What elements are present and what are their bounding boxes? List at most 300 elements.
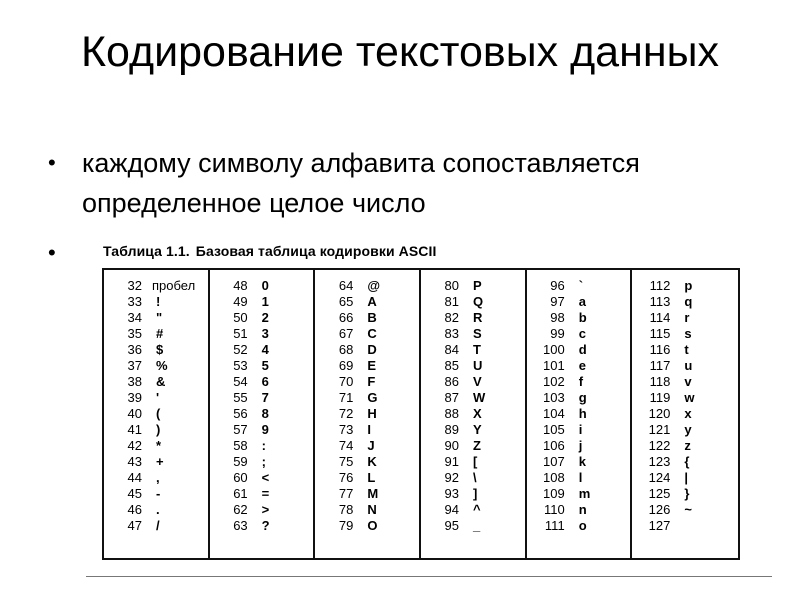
table-row <box>104 422 208 438</box>
table-row <box>527 470 631 486</box>
ascii-char: D <box>367 342 377 357</box>
ascii-char: ; <box>261 454 267 469</box>
table-row <box>210 438 314 454</box>
ascii-code: 82 <box>444 310 460 325</box>
ascii-code: 76 <box>338 470 354 485</box>
table-row <box>632 326 738 342</box>
ascii-char: * <box>156 438 162 453</box>
table-row <box>527 278 631 294</box>
ascii-char: l <box>578 470 583 485</box>
table-row <box>315 486 419 502</box>
table-row <box>527 374 631 390</box>
table-row <box>104 406 208 422</box>
ascii-code: 47 <box>127 518 142 533</box>
table-row <box>210 470 314 486</box>
table-row <box>104 294 208 310</box>
ascii-char: V <box>473 374 482 389</box>
table-row <box>315 518 419 534</box>
ascii-code: 79 <box>338 518 354 533</box>
ascii-code: 102 <box>542 374 565 389</box>
ascii-char: ? <box>261 518 270 533</box>
table-row <box>632 374 738 390</box>
ascii-code: 74 <box>338 438 354 453</box>
table-row <box>421 470 525 486</box>
table-row <box>315 422 419 438</box>
bullet-dot-icon: • <box>48 240 56 265</box>
ascii-code: 38 <box>127 374 142 389</box>
ascii-char: n <box>578 502 587 517</box>
ascii-code: 88 <box>444 406 460 421</box>
ascii-char: g <box>578 390 587 405</box>
ascii-char: h <box>578 406 587 421</box>
ascii-code: 96 <box>550 278 565 293</box>
table-column <box>421 270 527 558</box>
ascii-code: 62 <box>233 502 248 517</box>
ascii-char: o <box>578 518 587 533</box>
ascii-char: t <box>684 342 689 357</box>
ascii-char: & <box>156 374 166 389</box>
ascii-code: 77 <box>338 486 354 501</box>
ascii-char: d <box>578 342 587 357</box>
ascii-code: 51 <box>233 326 248 341</box>
ascii-code: 53 <box>233 358 248 373</box>
ascii-char: j <box>578 438 583 453</box>
ascii-code: 50 <box>233 310 248 325</box>
table-row <box>421 486 525 502</box>
ascii-code: 112 <box>649 278 671 293</box>
table-row <box>421 374 525 390</box>
table-row <box>421 422 525 438</box>
table-row <box>104 502 208 518</box>
ascii-code: 124 <box>648 470 671 485</box>
ascii-char: $ <box>156 342 164 357</box>
ascii-char: % <box>156 358 168 373</box>
ascii-code: 119 <box>649 390 671 405</box>
ascii-code: 90 <box>444 438 460 453</box>
table-row <box>421 326 525 342</box>
table-caption-number: Таблица 1.1. <box>103 243 190 259</box>
ascii-code: 36 <box>127 342 142 357</box>
ascii-code: 118 <box>649 374 671 389</box>
table-row <box>104 470 208 486</box>
ascii-char: B <box>367 310 377 325</box>
ascii-code: 126 <box>648 502 671 517</box>
ascii-code: 57 <box>233 422 248 437</box>
ascii-char: ] <box>473 486 478 501</box>
ascii-char: 6 <box>261 374 269 389</box>
ascii-char: ( <box>156 406 161 421</box>
ascii-code: 34 <box>127 310 142 325</box>
ascii-code: 107 <box>542 454 565 469</box>
ascii-char: . <box>156 502 160 517</box>
ascii-code: 84 <box>444 342 460 357</box>
ascii-char: 8 <box>261 406 269 421</box>
table-row <box>632 294 738 310</box>
ascii-code: 55 <box>233 390 248 405</box>
bullet-item <box>48 143 768 223</box>
table-row <box>210 374 314 390</box>
table-row <box>315 294 419 310</box>
table-row <box>421 358 525 374</box>
ascii-char: = <box>261 486 270 501</box>
table-row <box>527 438 631 454</box>
ascii-code: 81 <box>444 294 460 309</box>
ascii-char: f <box>578 374 584 389</box>
ascii-char: q <box>684 294 693 309</box>
table-row <box>421 502 525 518</box>
ascii-code: 99 <box>550 326 565 341</box>
ascii-char: } <box>684 486 690 501</box>
table-row <box>421 454 525 470</box>
ascii-code: 61 <box>233 486 248 501</box>
table-row <box>632 486 738 502</box>
ascii-code: 75 <box>338 454 354 469</box>
ascii-char: , <box>156 470 160 485</box>
ascii-table <box>102 268 740 560</box>
ascii-code: 123 <box>648 454 671 469</box>
table-row <box>527 422 631 438</box>
table-column <box>104 270 210 558</box>
ascii-char: L <box>367 470 376 485</box>
ascii-code: 114 <box>649 310 671 325</box>
table-row <box>315 390 419 406</box>
ascii-char: / <box>156 518 160 533</box>
ascii-char: X <box>473 406 482 421</box>
ascii-char: - <box>156 486 161 501</box>
ascii-char <box>676 518 738 534</box>
ascii-code: 67 <box>338 326 354 341</box>
ascii-code: 44 <box>127 470 142 485</box>
ascii-char: m <box>578 486 591 501</box>
ascii-char: W <box>473 390 486 405</box>
table-row <box>527 342 631 358</box>
ascii-code: 121 <box>648 422 671 437</box>
ascii-char: u <box>684 358 693 373</box>
ascii-char: a <box>578 294 586 309</box>
table-row <box>104 342 208 358</box>
ascii-char: 4 <box>261 342 269 357</box>
ascii-code: 52 <box>233 342 248 357</box>
table-row <box>315 438 419 454</box>
ascii-code: 69 <box>338 358 354 373</box>
table-row <box>315 342 419 358</box>
ascii-char: | <box>684 470 688 485</box>
ascii-char: U <box>473 358 483 373</box>
ascii-char: x <box>684 406 692 421</box>
ascii-char: + <box>156 454 164 469</box>
ascii-code: 95 <box>444 518 460 533</box>
table-row <box>210 342 314 358</box>
table-row <box>527 486 631 502</box>
table-row <box>632 470 738 486</box>
table-row <box>632 454 738 470</box>
ascii-code: 35 <box>127 326 142 341</box>
table-row <box>315 326 419 342</box>
ascii-code: 32 <box>127 278 142 293</box>
table-row <box>421 294 525 310</box>
table-column <box>210 270 316 558</box>
table-row <box>527 406 631 422</box>
table-row <box>527 326 631 342</box>
ascii-code: 101 <box>542 358 565 373</box>
table-row <box>421 406 525 422</box>
table-caption-text: Базовая таблица кодировки ASCII <box>195 243 437 259</box>
ascii-char: " <box>156 310 163 325</box>
ascii-code: 60 <box>233 470 248 485</box>
bullet-dot-icon: • <box>48 150 56 175</box>
ascii-code: 64 <box>338 278 354 293</box>
table-row <box>210 358 314 374</box>
table-row <box>527 502 631 518</box>
table-row <box>421 310 525 326</box>
ascii-code: 85 <box>444 358 460 373</box>
ascii-code: 78 <box>338 502 354 517</box>
table-row <box>210 390 314 406</box>
ascii-char: 7 <box>261 390 269 405</box>
ascii-char: ' <box>156 390 160 405</box>
table-column <box>315 270 421 558</box>
ascii-char: c <box>578 326 586 341</box>
ascii-char: p <box>684 278 693 293</box>
ascii-code: 100 <box>542 342 565 357</box>
table-row <box>421 278 525 294</box>
ascii-char: A <box>367 294 377 309</box>
ascii-char: Q <box>473 294 484 309</box>
ascii-char: I <box>367 422 371 437</box>
ascii-code: 66 <box>338 310 354 325</box>
ascii-code: 110 <box>543 502 565 517</box>
ascii-char: > <box>261 502 270 517</box>
ascii-code: 127 <box>648 518 671 533</box>
ascii-char: < <box>261 470 270 485</box>
table-row <box>527 358 631 374</box>
ascii-code: 42 <box>127 438 142 453</box>
footer-divider <box>86 576 772 577</box>
table-row <box>104 374 208 390</box>
table-caption <box>103 243 436 259</box>
table-row <box>104 390 208 406</box>
ascii-code: 39 <box>127 390 142 405</box>
table-row <box>421 438 525 454</box>
ascii-char: _ <box>473 518 481 533</box>
ascii-code: 89 <box>444 422 460 437</box>
table-row <box>632 342 738 358</box>
ascii-code: 104 <box>542 406 565 421</box>
table-row <box>315 454 419 470</box>
table-row <box>210 454 314 470</box>
ascii-code: 86 <box>444 374 460 389</box>
ascii-code: 59 <box>233 454 248 469</box>
table-row <box>210 310 314 326</box>
table-row <box>104 358 208 374</box>
table-row <box>210 406 314 422</box>
table-row <box>210 422 314 438</box>
ascii-code: 56 <box>233 406 248 421</box>
ascii-code: 92 <box>444 470 460 485</box>
table-row <box>632 502 738 518</box>
ascii-code: 117 <box>649 358 671 373</box>
table-row <box>527 518 631 534</box>
ascii-code: 33 <box>127 294 142 309</box>
ascii-code: 43 <box>127 454 142 469</box>
table-column <box>527 270 633 558</box>
table-row <box>104 454 208 470</box>
table-row <box>104 518 208 534</box>
ascii-char: F <box>367 374 376 389</box>
ascii-code: 72 <box>338 406 354 421</box>
ascii-code: 103 <box>542 390 565 405</box>
ascii-code: 58 <box>233 438 248 453</box>
ascii-char: k <box>578 454 586 469</box>
ascii-char: ) <box>156 422 161 437</box>
ascii-code: 97 <box>550 294 565 309</box>
ascii-char: i <box>578 422 583 437</box>
ascii-char: e <box>578 358 586 373</box>
ascii-char: J <box>367 438 375 453</box>
ascii-code: 40 <box>127 406 142 421</box>
ascii-char: ^ <box>473 502 481 517</box>
table-row <box>315 358 419 374</box>
ascii-char: @ <box>367 278 381 293</box>
ascii-char: G <box>367 390 378 405</box>
ascii-char: [ <box>473 454 478 469</box>
table-row <box>632 310 738 326</box>
table-row <box>527 310 631 326</box>
ascii-code: 63 <box>233 518 248 533</box>
table-row <box>210 294 314 310</box>
ascii-code: 68 <box>338 342 354 357</box>
ascii-code: 80 <box>444 278 460 293</box>
table-row <box>632 518 738 534</box>
ascii-code: 108 <box>542 470 565 485</box>
table-row <box>210 278 314 294</box>
ascii-char: E <box>367 358 377 373</box>
table-row <box>315 470 419 486</box>
table-row <box>632 438 738 454</box>
table-row <box>527 454 631 470</box>
ascii-code: 120 <box>648 406 671 421</box>
ascii-char: C <box>367 326 377 341</box>
table-row <box>315 374 419 390</box>
ascii-code: 94 <box>444 502 460 517</box>
bullet-text: каждому символу алфавита сопоставляется определенное целое число <box>82 148 640 218</box>
table-row <box>632 278 738 294</box>
ascii-char: ~ <box>684 502 692 517</box>
ascii-code: 106 <box>542 438 565 453</box>
ascii-code: 41 <box>127 422 142 437</box>
table-row <box>104 486 208 502</box>
table-row <box>210 486 314 502</box>
ascii-code: 105 <box>542 422 565 437</box>
ascii-code: 37 <box>127 358 142 373</box>
ascii-code: 91 <box>444 454 460 469</box>
ascii-char: H <box>367 406 377 421</box>
ascii-char: 5 <box>261 358 269 373</box>
ascii-code: 83 <box>444 326 460 341</box>
ascii-code: 115 <box>649 326 671 341</box>
ascii-code: 48 <box>233 278 248 293</box>
ascii-char: R <box>473 310 483 325</box>
ascii-char: K <box>367 454 377 469</box>
ascii-char: : <box>261 438 267 453</box>
table-row <box>210 326 314 342</box>
ascii-code: 98 <box>550 310 565 325</box>
table-row <box>315 502 419 518</box>
ascii-code: 93 <box>444 486 460 501</box>
table-row <box>421 342 525 358</box>
table-row <box>104 326 208 342</box>
ascii-code: 111 <box>544 518 565 533</box>
table-row <box>421 390 525 406</box>
ascii-char: Z <box>473 438 481 453</box>
table-row <box>104 278 208 294</box>
ascii-char: 0 <box>261 278 269 293</box>
ascii-char: O <box>367 518 378 533</box>
ascii-char: M <box>367 486 379 501</box>
ascii-char: y <box>684 422 692 437</box>
ascii-char: r <box>684 310 690 325</box>
ascii-char: { <box>684 454 690 469</box>
table-column <box>632 270 738 558</box>
ascii-char: 2 <box>261 310 269 325</box>
ascii-char: N <box>367 502 377 517</box>
table-row <box>315 278 419 294</box>
ascii-char: s <box>684 326 692 341</box>
ascii-char: Y <box>473 422 482 437</box>
ascii-char: S <box>473 326 482 341</box>
ascii-char: ! <box>156 294 161 309</box>
ascii-code: 125 <box>648 486 671 501</box>
ascii-code: 71 <box>338 390 354 405</box>
ascii-code: 87 <box>444 390 460 405</box>
ascii-char: ` <box>578 278 584 293</box>
table-row <box>632 406 738 422</box>
ascii-code: 70 <box>338 374 354 389</box>
ascii-code: 122 <box>648 438 671 453</box>
ascii-char: 1 <box>261 294 269 309</box>
table-row <box>315 406 419 422</box>
ascii-char: 9 <box>261 422 269 437</box>
table-row <box>210 502 314 518</box>
table-row <box>632 358 738 374</box>
ascii-char: T <box>473 342 481 357</box>
ascii-char: b <box>578 310 587 325</box>
table-row <box>632 390 738 406</box>
ascii-char: пробел <box>152 278 196 293</box>
ascii-char: \ <box>473 470 477 485</box>
table-row <box>527 390 631 406</box>
ascii-code: 109 <box>542 486 565 501</box>
ascii-code: 49 <box>233 294 248 309</box>
ascii-char: w <box>684 390 695 405</box>
ascii-code: 46 <box>127 502 142 517</box>
table-row <box>632 422 738 438</box>
ascii-code: 54 <box>233 374 248 389</box>
ascii-char: v <box>684 374 692 389</box>
table-row <box>421 518 525 534</box>
ascii-char: # <box>156 326 164 341</box>
slide-title: Кодирование текстовых данных <box>80 28 719 76</box>
table-row <box>315 310 419 326</box>
ascii-char: z <box>684 438 691 453</box>
ascii-code: 65 <box>338 294 354 309</box>
table-row <box>104 310 208 326</box>
ascii-char: P <box>473 278 482 293</box>
ascii-code: 113 <box>649 294 671 309</box>
ascii-code: 73 <box>338 422 354 437</box>
ascii-code: 45 <box>127 486 142 501</box>
table-row <box>527 294 631 310</box>
